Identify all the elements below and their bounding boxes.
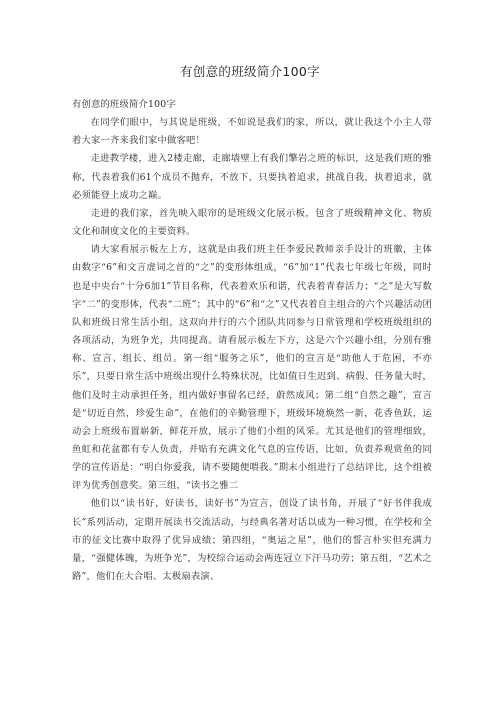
- document-subtitle: 有创意的班级简介100字: [72, 99, 176, 110]
- document-body: [72, 96, 432, 586]
- paragraph: 走进的我们家，首先映入眼帘的是班级文化展示板，包含了班级精神文化、物质文化和制度文化的主要资料。: [72, 207, 432, 238]
- paragraph: 走进教学楼，进入2楼走廊，走廊墙壁上有我们擎岩之班的标识，这是我们班的雅称，代表着我们61个成员不抛弃，不放下，只要执着追求，挑战自我，执着追求，就必须能登上成功之巅。: [72, 153, 432, 201]
- paragraph: 在同学们眼中，与其说是班级，不如说是我们的家，所以，就让我这个小主人带着大家一齐来我们家中做客吧！: [72, 117, 432, 147]
- document-title: 有创意的班级简介100字: [180, 64, 320, 79]
- paragraph: 请大家看展示板左上方，这就是由我们班主任李爱民教师亲手设计的班徽，主体由数字“6”和文言虚词之首的“之”的变形体组成，“6”加“1”代表七年级七年级，同时也是中央台“十分6加1”节目名称，代表着欢乐和谐，代表着青春活力；“之”是大写数字“二”的变形体，代表“二班”；其中的“6”和“之”又代表着自主组合的六个兴趣活动团队和班级日常生活小组，这双向并行的六个团队共同参与日常管理和学校班级组织的各项活动，为班争光，共同提高。请看展示板左下方，这是六个兴趣小组，分别有雅称、宣言、组长、组员。第一组“服务之乐”，他们的宣言是“助他人于危困，不亦乐”，只要日常生活中班级出现什么特殊状况，比如值日生迟到、病假、任务量大时，他们及时主动承担任务，组内做好事留名已经，蔚然成风；第二组“自然之趣”，宣言是“切近自然，珍爱生命”，在他们的辛勤管理下，班级环境焕然一新，花香鱼跃，运动会上班级布置崭新，鲜花开放，展示了他们小组的风采。尤其是他们的管理细致，鱼虹和花盆都有专人负责，并贴有充满文化气息的宣传语，比如，负责养观赏鱼的同学的宣传语是：“明白你爱我，请不要随便喂我。”期末小组进行了总结评比，这个组被评为优秀创意奖。第三组，“读书之雅二: [72, 244, 432, 492]
- paragraph: 他们以“读书好，好读书，读好书”为宣言，创设了读书角，开展了“好书伴我成长”系列活动，定期开展读书交流活动，与经典名著对话以成为一种习惯，在学校和全市的征文比赛中取得了优异成绩；第四组，“奥运之星”，他们的誓言朴实但充满力量，“强健体魄，为班争光”，为校综合运动会两连冠立下汗马功劳；第五组，“艺术之路”，他们在大合唱、太极扇表演、: [72, 498, 432, 583]
